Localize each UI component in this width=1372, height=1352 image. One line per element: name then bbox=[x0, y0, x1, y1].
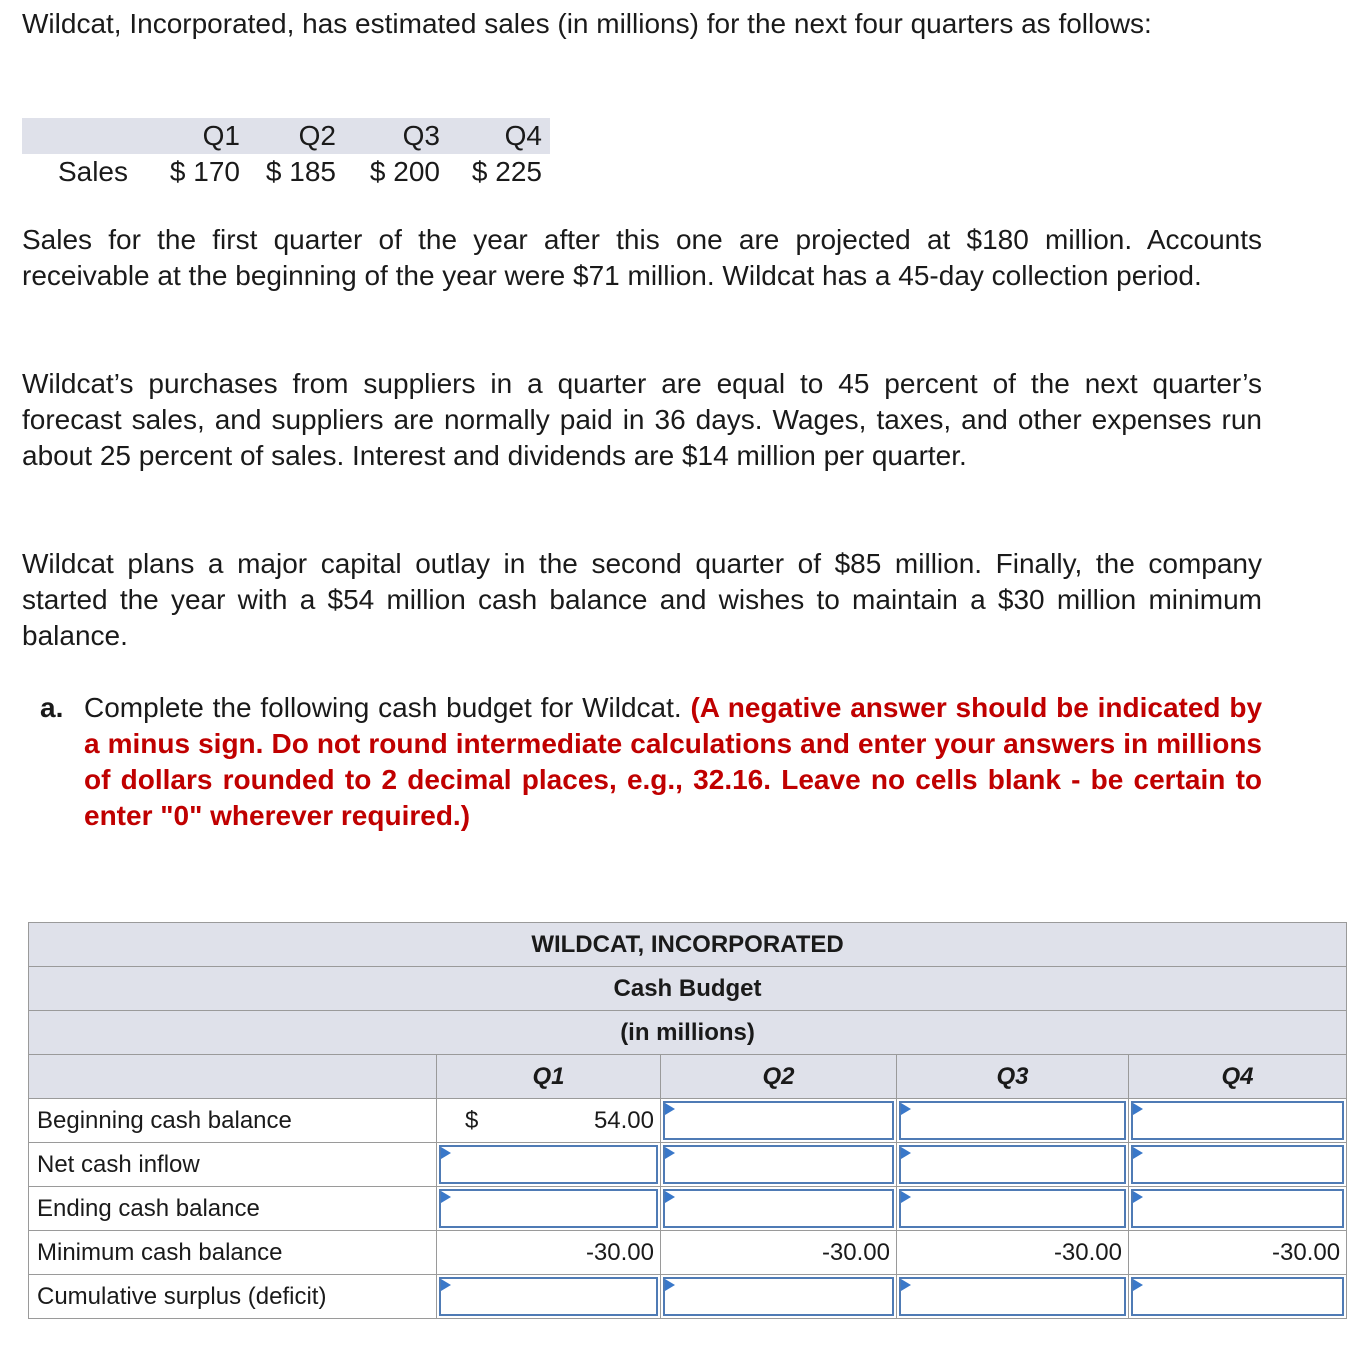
budget-header-blank bbox=[29, 1055, 437, 1099]
sales-header-q1: Q1 bbox=[202, 120, 240, 151]
row-label-ending-cash: Ending cash balance bbox=[29, 1187, 437, 1231]
net-cash-inflow-q1-input[interactable] bbox=[437, 1143, 661, 1187]
intro-paragraph: Wildcat, Incorporated, has estimated sales (in millions) for the next four quarters as follows: bbox=[22, 8, 1152, 39]
sales-row bbox=[22, 154, 550, 190]
cell-marker-icon bbox=[901, 1279, 911, 1291]
budget-title: WILDCAT, INCORPORATED bbox=[29, 923, 1347, 967]
dollar-sign: $ bbox=[465, 1107, 479, 1134]
budget-row-minimum-cash bbox=[29, 1231, 1347, 1275]
budget-title-row bbox=[29, 923, 1347, 967]
minimum-cash-q3: -30.00 bbox=[897, 1231, 1129, 1275]
cell-marker-icon bbox=[665, 1279, 675, 1291]
budget-header-q4: Q4 bbox=[1129, 1055, 1347, 1099]
sales-value-q2: $ 185 bbox=[265, 156, 336, 187]
part-a-instruction: (A negative answer should be indicated by a minus sign. Do not round intermediate calculations and enter your answers in millions of dollars rounded to 2 decimal places, e.g., 32.16. Leave no cells blank - be certain to enter "0" wherever required.) bbox=[84, 692, 1263, 831]
minimum-cash-q2: -30.00 bbox=[661, 1231, 897, 1275]
cell-marker-icon bbox=[1133, 1191, 1143, 1203]
budget-subtitle-row bbox=[29, 967, 1347, 1011]
cumulative-surplus-q1-input[interactable] bbox=[437, 1275, 661, 1319]
cell-marker-icon bbox=[665, 1103, 675, 1115]
cell-marker-icon bbox=[665, 1147, 675, 1159]
ending-cash-q3-input[interactable] bbox=[897, 1187, 1129, 1231]
beginning-cash-q1-value: 54.00 bbox=[593, 1107, 654, 1134]
sales-value-q3: $ 200 bbox=[369, 156, 440, 187]
budget-header-q1: Q1 bbox=[437, 1055, 661, 1099]
budget-subtitle: Cash Budget bbox=[29, 967, 1347, 1011]
row-label-net-cash-inflow: Net cash inflow bbox=[29, 1143, 437, 1187]
cell-marker-icon bbox=[441, 1191, 451, 1203]
budget-row-beginning-cash bbox=[29, 1099, 1347, 1143]
capital-paragraph: Wildcat plans a major capital outlay in the second quarter of $85 million. Finally, the company started the year with a $54 million cash balance and wishes to maintain a $30 million minimum balance. bbox=[22, 548, 1262, 651]
ending-cash-q1-input[interactable] bbox=[437, 1187, 661, 1231]
net-cash-inflow-q4-input[interactable] bbox=[1129, 1143, 1347, 1187]
cell-marker-icon bbox=[901, 1103, 911, 1115]
sales-row-label: Sales bbox=[57, 156, 128, 187]
cumulative-surplus-q2-input[interactable] bbox=[661, 1275, 897, 1319]
row-label-cumulative-surplus: Cumulative surplus (deficit) bbox=[29, 1275, 437, 1319]
budget-units-row bbox=[29, 1011, 1347, 1055]
sales-header-row bbox=[22, 118, 550, 154]
cell-marker-icon bbox=[901, 1147, 911, 1159]
minimum-cash-q4: -30.00 bbox=[1129, 1231, 1347, 1275]
part-a-label: a. bbox=[40, 692, 64, 723]
sales-value-q4: $ 225 bbox=[471, 156, 542, 187]
budget-row-cumulative-surplus bbox=[29, 1275, 1347, 1319]
row-label-minimum-cash: Minimum cash balance bbox=[29, 1231, 437, 1275]
cumulative-surplus-q3-input[interactable] bbox=[897, 1275, 1129, 1319]
cell-marker-icon bbox=[441, 1147, 451, 1159]
part-a-body bbox=[84, 690, 1262, 834]
budget-row-ending-cash bbox=[29, 1187, 1347, 1231]
row-label-beginning-cash: Beginning cash balance bbox=[29, 1099, 437, 1143]
beginning-cash-q2-input[interactable] bbox=[661, 1099, 897, 1143]
cell-marker-icon bbox=[1133, 1103, 1143, 1115]
budget-units: (in millions) bbox=[29, 1011, 1347, 1055]
cell-marker-icon bbox=[901, 1191, 911, 1203]
cash-budget-table bbox=[28, 922, 1347, 1319]
cell-marker-icon bbox=[1133, 1147, 1143, 1159]
net-cash-inflow-q3-input[interactable] bbox=[897, 1143, 1129, 1187]
cell-marker-icon bbox=[441, 1279, 451, 1291]
sales-header-q4: Q4 bbox=[504, 120, 542, 151]
sales-value-q1: $ 170 bbox=[169, 156, 240, 187]
budget-quarter-header-row bbox=[29, 1055, 1347, 1099]
part-a-text: Complete the following cash budget for Wildcat. bbox=[84, 692, 682, 723]
sales-table bbox=[22, 118, 550, 190]
budget-header-q3: Q3 bbox=[897, 1055, 1129, 1099]
beginning-cash-q3-input[interactable] bbox=[897, 1099, 1129, 1143]
purchases-paragraph: Wildcat’s purchases from suppliers in a quarter are equal to 45 percent of the next quarter’s forecast sales, and suppliers are normally paid in 36 days. Wages, taxes, and other expenses run about 25 percent of sales. Interest and dividends are $14 million per quarter. bbox=[22, 368, 1262, 471]
minimum-cash-q1: -30.00 bbox=[437, 1231, 661, 1275]
beginning-cash-q4-input[interactable] bbox=[1129, 1099, 1347, 1143]
cumulative-surplus-q4-input[interactable] bbox=[1129, 1275, 1347, 1319]
budget-row-net-cash-inflow bbox=[29, 1143, 1347, 1187]
receivables-paragraph: Sales for the first quarter of the year after this one are projected at $180 million. Accounts receivable at the beginning of the year were $71 million. Wildcat has a 45-day collection period. bbox=[22, 224, 1262, 291]
beginning-cash-q1 bbox=[437, 1099, 661, 1143]
ending-cash-q2-input[interactable] bbox=[661, 1187, 897, 1231]
cell-marker-icon bbox=[1133, 1279, 1143, 1291]
sales-header-q2: Q2 bbox=[298, 120, 336, 151]
sales-header-q3: Q3 bbox=[402, 120, 440, 151]
ending-cash-q4-input[interactable] bbox=[1129, 1187, 1347, 1231]
net-cash-inflow-q2-input[interactable] bbox=[661, 1143, 897, 1187]
budget-header-q2: Q2 bbox=[661, 1055, 897, 1099]
sales-header-blank bbox=[22, 118, 136, 154]
cell-marker-icon bbox=[665, 1191, 675, 1203]
